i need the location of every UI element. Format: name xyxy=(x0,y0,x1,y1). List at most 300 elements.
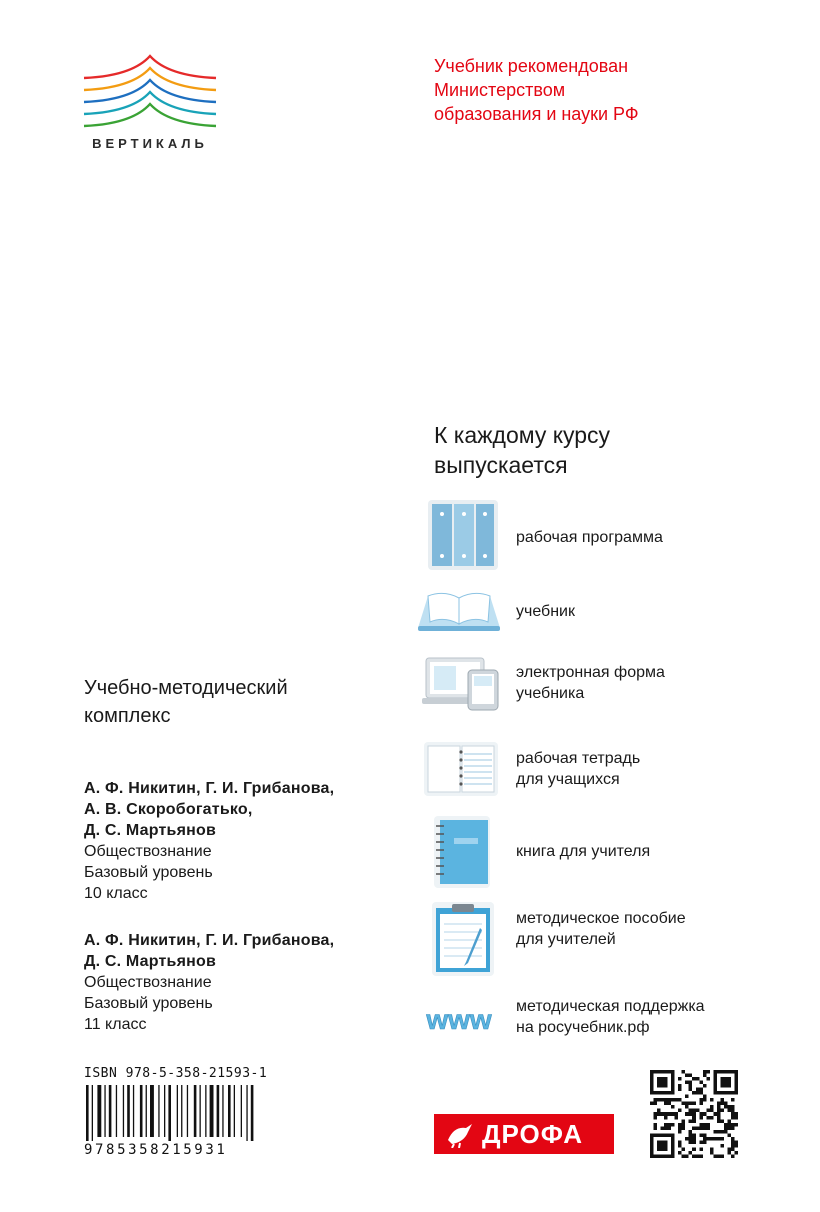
qr-module xyxy=(657,1112,661,1116)
qr-module xyxy=(731,1147,735,1151)
www-icon xyxy=(414,1002,504,1036)
qr-module xyxy=(734,1144,738,1148)
qr-module xyxy=(734,1070,738,1074)
qr-module xyxy=(696,1077,700,1081)
qr-module xyxy=(661,1144,665,1148)
qr-module xyxy=(668,1126,672,1130)
drofa-bird-icon xyxy=(444,1120,474,1148)
qr-module xyxy=(706,1123,710,1127)
qr-module xyxy=(703,1070,707,1074)
qr-module xyxy=(717,1105,721,1109)
qr-module xyxy=(713,1084,717,1088)
qr-module xyxy=(727,1147,731,1151)
qr-module xyxy=(731,1091,735,1095)
barcode-bar xyxy=(177,1085,178,1137)
qr-module xyxy=(650,1147,654,1151)
qr-module xyxy=(664,1084,668,1088)
barcode-bar xyxy=(246,1085,247,1141)
qr-module xyxy=(689,1081,693,1085)
drofa-logo xyxy=(434,1114,614,1154)
material-label xyxy=(516,908,806,950)
qr-module xyxy=(713,1074,717,1078)
qr-module xyxy=(657,1140,661,1144)
qr-module xyxy=(661,1081,665,1085)
barcode-bar xyxy=(86,1085,89,1141)
qr-module xyxy=(671,1105,675,1109)
qr-module xyxy=(706,1070,710,1074)
qr-module xyxy=(664,1091,668,1095)
qr-module xyxy=(724,1084,728,1088)
book-level: Базовый уровень xyxy=(84,995,213,1012)
isbn-label: ISBN 978-5-358-21593-1 xyxy=(84,1066,268,1081)
qr-module xyxy=(657,1081,661,1085)
qr-module xyxy=(731,1109,735,1113)
qr-module xyxy=(682,1123,686,1127)
qr-module xyxy=(731,1126,735,1130)
qr-module xyxy=(650,1144,654,1148)
qr-module xyxy=(657,1109,661,1113)
qr-module xyxy=(710,1105,714,1109)
qr-module xyxy=(671,1123,675,1127)
barcode-bar xyxy=(194,1085,197,1137)
qr-module xyxy=(713,1070,717,1074)
barcode-bar xyxy=(123,1085,124,1137)
material-label xyxy=(516,841,806,862)
qr-module xyxy=(657,1098,661,1102)
qr-module xyxy=(734,1116,738,1120)
qr-module xyxy=(668,1091,672,1095)
book-authors-line: А. Ф. Никитин, Г. И. Грибанова, xyxy=(84,932,335,949)
qr-module xyxy=(706,1126,710,1130)
book-entry xyxy=(84,930,404,1035)
barcode-bar xyxy=(234,1085,235,1137)
barcode-bar xyxy=(109,1085,112,1137)
qr-module xyxy=(682,1070,686,1074)
qr-module xyxy=(664,1140,668,1144)
qr-module xyxy=(682,1154,686,1158)
qr-module xyxy=(650,1077,654,1081)
qr-module xyxy=(664,1126,668,1130)
qr-module xyxy=(661,1140,665,1144)
qr-module xyxy=(678,1140,682,1144)
qr-module xyxy=(699,1112,703,1116)
qr-module xyxy=(692,1147,696,1151)
qr-module xyxy=(661,1126,665,1130)
qr-module xyxy=(717,1130,721,1134)
qr-module xyxy=(671,1074,675,1078)
qr-module xyxy=(731,1123,735,1127)
material-label-line: методическое пособие xyxy=(516,910,686,927)
qr-module xyxy=(703,1126,707,1130)
publisher-logo-text: ВЕРТИКАЛЬ xyxy=(92,136,208,151)
qr-module xyxy=(650,1074,654,1078)
qr-module xyxy=(717,1116,721,1120)
qr-module xyxy=(692,1116,696,1120)
qr-module xyxy=(703,1137,707,1141)
qr-module xyxy=(713,1077,717,1081)
qr-module xyxy=(710,1151,714,1155)
book-subject: Обществознание xyxy=(84,843,212,860)
qr-module xyxy=(661,1091,665,1095)
material-label-line: для учащихся xyxy=(516,771,620,788)
barcode-bar xyxy=(168,1085,171,1141)
qr-module xyxy=(689,1074,693,1078)
qr-module xyxy=(689,1088,693,1092)
qr-module xyxy=(734,1151,738,1155)
qr-module xyxy=(664,1098,668,1102)
qr-module xyxy=(717,1109,721,1113)
heading-line: выпускается xyxy=(434,452,568,478)
qr-module xyxy=(696,1154,700,1158)
qr-module xyxy=(657,1147,661,1151)
qr-module xyxy=(703,1074,707,1078)
qr-module xyxy=(734,1091,738,1095)
qr-module xyxy=(678,1088,682,1092)
qr-module xyxy=(671,1137,675,1141)
qr-module xyxy=(713,1154,717,1158)
qr-module xyxy=(710,1116,714,1120)
qr-module xyxy=(720,1130,724,1134)
qr-module xyxy=(650,1151,654,1155)
qr-module xyxy=(657,1091,661,1095)
barcode-bar xyxy=(181,1085,182,1137)
devices-icon xyxy=(414,654,504,712)
qr-module xyxy=(720,1070,724,1074)
qr-module xyxy=(713,1081,717,1085)
www-text: www xyxy=(426,1004,492,1035)
material-label-line: рабочая тетрадь xyxy=(516,750,641,767)
qr-module xyxy=(717,1137,721,1141)
qr-module xyxy=(678,1151,682,1155)
barcode-bar xyxy=(205,1085,206,1137)
course-materials-heading xyxy=(434,420,754,480)
qr-module xyxy=(661,1112,665,1116)
qr-module xyxy=(654,1154,658,1158)
barcode-bar xyxy=(158,1085,159,1137)
qr-module xyxy=(699,1154,703,1158)
qr-module xyxy=(703,1112,707,1116)
qr-module xyxy=(692,1154,696,1158)
qr-module xyxy=(731,1070,735,1074)
qr-module xyxy=(678,1126,682,1130)
qr-module xyxy=(668,1154,672,1158)
qr-module xyxy=(703,1095,707,1099)
barcode-bar xyxy=(133,1085,134,1137)
qr-module xyxy=(650,1088,654,1092)
qr-module xyxy=(713,1091,717,1095)
qr-module xyxy=(731,1105,735,1109)
qr-code-icon xyxy=(650,1070,738,1158)
qr-module xyxy=(727,1081,731,1085)
qr-module xyxy=(699,1140,703,1144)
qr-module xyxy=(692,1133,696,1137)
qr-module xyxy=(685,1154,689,1158)
qr-module xyxy=(657,1084,661,1088)
clipboard-icon xyxy=(414,900,504,978)
qr-module xyxy=(661,1077,665,1081)
qr-module xyxy=(654,1098,658,1102)
open-book-icon xyxy=(414,586,504,634)
qr-module xyxy=(720,1109,724,1113)
qr-module xyxy=(671,1091,675,1095)
qr-module xyxy=(668,1112,672,1116)
qr-module xyxy=(657,1144,661,1148)
barcode-bar xyxy=(164,1085,165,1137)
qr-module xyxy=(671,1151,675,1155)
qr-module xyxy=(664,1081,668,1085)
qr-module xyxy=(720,1119,724,1123)
qr-module xyxy=(685,1137,689,1141)
qr-module xyxy=(734,1074,738,1078)
qr-module xyxy=(685,1112,689,1116)
qr-module xyxy=(692,1091,696,1095)
recommendation-line: Учебник рекомендован xyxy=(434,56,629,76)
book-grade: 11 класс xyxy=(84,1016,147,1033)
qr-module xyxy=(678,1077,682,1081)
book-entry xyxy=(84,778,404,904)
material-label xyxy=(516,601,806,622)
qr-module xyxy=(650,1070,654,1074)
qr-module xyxy=(664,1077,668,1081)
binders-icon xyxy=(414,498,504,572)
qr-module xyxy=(731,1116,735,1120)
barcode-digits: 9785358215931 xyxy=(84,1142,228,1158)
qr-module xyxy=(689,1140,693,1144)
qr-module xyxy=(668,1098,672,1102)
barcode-bar xyxy=(97,1085,101,1137)
barcode-bar xyxy=(150,1085,154,1137)
material-label-line: электронная форма xyxy=(516,664,665,681)
qr-module xyxy=(682,1102,686,1106)
qr-module xyxy=(720,1144,724,1148)
qr-module xyxy=(703,1098,707,1102)
qr-module xyxy=(650,1091,654,1095)
qr-module xyxy=(731,1140,735,1144)
barcode-bar xyxy=(127,1085,130,1137)
qr-module xyxy=(710,1137,714,1141)
qr-module xyxy=(706,1116,710,1120)
qr-module xyxy=(724,1126,728,1130)
qr-module xyxy=(727,1123,731,1127)
qr-module xyxy=(671,1084,675,1088)
qr-module xyxy=(664,1147,668,1151)
qr-module xyxy=(713,1112,717,1116)
qr-module xyxy=(678,1144,682,1148)
recommendation-line: образования и науки РФ xyxy=(434,104,639,124)
qr-module xyxy=(727,1151,731,1155)
qr-module xyxy=(731,1137,735,1141)
barcode-bar xyxy=(210,1085,214,1137)
qr-module xyxy=(664,1123,668,1127)
qr-module xyxy=(678,1130,682,1134)
book-authors-line: А. В. Скоробогатько, xyxy=(84,801,253,818)
qr-module xyxy=(717,1119,721,1123)
qr-module xyxy=(699,1081,703,1085)
qr-module xyxy=(671,1147,675,1151)
qr-module xyxy=(689,1084,693,1088)
qr-module xyxy=(668,1123,672,1127)
qr-module xyxy=(727,1070,731,1074)
book-grade: 10 класс xyxy=(84,885,148,902)
qr-module xyxy=(710,1147,714,1151)
barcode-bar xyxy=(146,1085,147,1137)
qr-module xyxy=(727,1105,731,1109)
qr-module xyxy=(664,1144,668,1148)
qr-module xyxy=(720,1091,724,1095)
qr-module xyxy=(650,1133,654,1137)
qr-module xyxy=(650,1084,654,1088)
qr-module xyxy=(720,1077,724,1081)
qr-module xyxy=(685,1105,689,1109)
qr-module xyxy=(657,1133,661,1137)
qr-module xyxy=(661,1084,665,1088)
qr-module xyxy=(703,1123,707,1127)
qr-module xyxy=(692,1102,696,1106)
qr-module xyxy=(664,1112,668,1116)
spiral-book-icon xyxy=(414,814,504,890)
notebook-icon xyxy=(414,740,504,798)
qr-module xyxy=(692,1112,696,1116)
qr-module xyxy=(699,1147,703,1151)
barcode-bar xyxy=(140,1085,143,1137)
qr-module xyxy=(727,1109,731,1113)
qr-module xyxy=(664,1102,668,1106)
qr-module xyxy=(734,1084,738,1088)
qr-module xyxy=(692,1077,696,1081)
qr-module xyxy=(720,1098,724,1102)
book-authors-line: Д. С. Мартьянов xyxy=(84,953,216,970)
qr-module xyxy=(689,1112,693,1116)
qr-module xyxy=(654,1091,658,1095)
qr-module xyxy=(654,1112,658,1116)
qr-module xyxy=(696,1126,700,1130)
qr-module xyxy=(650,1137,654,1141)
qr-module xyxy=(689,1137,693,1141)
qr-module xyxy=(713,1130,717,1134)
qr-module xyxy=(717,1154,721,1158)
qr-module xyxy=(654,1133,658,1137)
qr-module xyxy=(689,1109,693,1113)
qr-module xyxy=(657,1154,661,1158)
qr-module xyxy=(724,1123,728,1127)
qr-module xyxy=(654,1126,658,1130)
qr-module xyxy=(661,1147,665,1151)
qr-module xyxy=(668,1133,672,1137)
qr-module xyxy=(710,1109,714,1113)
material-label xyxy=(516,996,806,1038)
qr-module xyxy=(692,1119,696,1123)
qr-module xyxy=(717,1102,721,1106)
qr-module xyxy=(650,1102,654,1106)
qr-module xyxy=(682,1147,686,1151)
qr-module xyxy=(661,1070,665,1074)
qr-module xyxy=(727,1091,731,1095)
material-label-line: методическая поддержка xyxy=(516,998,705,1015)
qr-module xyxy=(692,1140,696,1144)
qr-module xyxy=(668,1070,672,1074)
book-level: Базовый уровень xyxy=(84,864,213,881)
qr-module xyxy=(699,1133,703,1137)
qr-module xyxy=(734,1088,738,1092)
qr-module xyxy=(685,1081,689,1085)
qr-module xyxy=(724,1091,728,1095)
qr-module xyxy=(692,1137,696,1141)
qr-module xyxy=(727,1119,731,1123)
book-authors-line: Д. С. Мартьянов xyxy=(84,822,216,839)
qr-module xyxy=(654,1116,658,1120)
qr-module xyxy=(717,1091,721,1095)
qr-module xyxy=(671,1098,675,1102)
barcode-bar xyxy=(228,1085,231,1137)
qr-module xyxy=(671,1144,675,1148)
barcode-bar xyxy=(116,1085,117,1137)
barcode-bar xyxy=(241,1085,242,1137)
barcode-icon xyxy=(84,1085,274,1141)
qr-module xyxy=(675,1116,679,1120)
material-label-line: на росучебник.рф xyxy=(516,1019,650,1036)
qr-module xyxy=(654,1070,658,1074)
qr-module xyxy=(696,1091,700,1095)
qr-module xyxy=(734,1123,738,1127)
qr-module xyxy=(671,1081,675,1085)
barcode-bar xyxy=(217,1085,220,1137)
qr-module xyxy=(699,1098,703,1102)
qr-module xyxy=(661,1133,665,1137)
barcode-bar xyxy=(200,1085,201,1137)
book-authors-line: А. Ф. Никитин, Г. И. Грибанова, xyxy=(84,780,335,797)
material-label xyxy=(516,527,806,548)
qr-module xyxy=(685,1102,689,1106)
qr-module xyxy=(685,1074,689,1078)
qr-module xyxy=(675,1098,679,1102)
qr-module xyxy=(734,1081,738,1085)
book-subject: Обществознание xyxy=(84,974,212,991)
qr-module xyxy=(650,1140,654,1144)
qr-module xyxy=(727,1077,731,1081)
qr-module xyxy=(657,1077,661,1081)
qr-module xyxy=(731,1154,735,1158)
barcode-bar xyxy=(104,1085,105,1137)
umk-title-line: Учебно-методический xyxy=(84,677,288,699)
barcode-bar xyxy=(92,1085,93,1141)
qr-module xyxy=(657,1070,661,1074)
recommendation-line: Министерством xyxy=(434,80,566,100)
qr-module xyxy=(699,1102,703,1106)
qr-module xyxy=(678,1109,682,1113)
qr-module xyxy=(650,1081,654,1085)
qr-module xyxy=(724,1105,728,1109)
qr-module xyxy=(689,1119,693,1123)
qr-module xyxy=(668,1102,672,1106)
qr-module xyxy=(724,1081,728,1085)
qr-module xyxy=(678,1098,682,1102)
qr-module xyxy=(661,1098,665,1102)
qr-module xyxy=(661,1154,665,1158)
heading-line: К каждому курсу xyxy=(434,422,611,448)
qr-module xyxy=(678,1123,682,1127)
qr-module xyxy=(664,1116,668,1120)
material-label xyxy=(516,662,806,704)
qr-module xyxy=(724,1077,728,1081)
material-label-line: для учителей xyxy=(516,931,616,948)
qr-module xyxy=(703,1140,707,1144)
qr-module xyxy=(689,1151,693,1155)
qr-module xyxy=(731,1112,735,1116)
qr-module xyxy=(671,1140,675,1144)
qr-module xyxy=(713,1088,717,1092)
material-label xyxy=(516,748,806,790)
qr-module xyxy=(671,1070,675,1074)
